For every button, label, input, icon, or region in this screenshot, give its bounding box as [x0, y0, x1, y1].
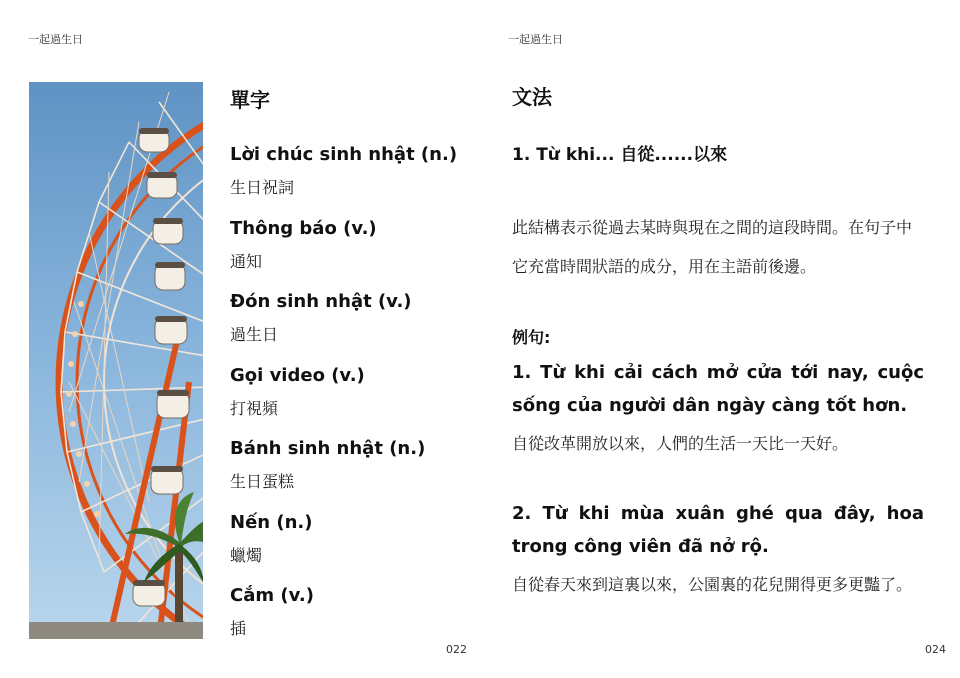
- example-2: [512, 497, 924, 605]
- running-header-left: 一起過生日: [28, 33, 83, 46]
- page-number-right: 024: [925, 643, 946, 656]
- vocab-term: Cắm (v.): [230, 585, 314, 606]
- vocab-meaning: 生日蛋糕: [230, 472, 295, 491]
- page-number-left: 022: [446, 643, 467, 656]
- examples-label: 例句:: [512, 328, 551, 347]
- vocab-meaning: 過生日: [230, 325, 279, 344]
- vocab-term: Bánh sinh nhật (n.): [230, 438, 426, 459]
- vocab-item: [230, 511, 470, 585]
- vocab-meaning: 通知: [230, 251, 263, 271]
- grammar-title: 文法: [512, 85, 552, 109]
- example-vietnamese: 1. Từ khi cải cách mở cửa tới nay, cuộc sống của người dân ngày càng tốt hơn.: [512, 362, 924, 416]
- ferris-wheel-photo: [29, 82, 203, 639]
- running-header-right: 一起過生日: [508, 33, 563, 46]
- grammar-description: 此結構表示從過去某時與現在之間的這段時間。在句子中它充當時間狀語的成分，用在主語前後邊。: [512, 218, 913, 276]
- vocab-item: [230, 217, 470, 291]
- example-chinese: 自從改革開放以來，人們的生活一天比一天好。: [512, 434, 849, 453]
- example-chinese: 自從春天來到這裏以來，公園裏的花兒開得更多更豔了。: [512, 575, 913, 594]
- vocab-term: Gọi video (v.): [230, 364, 365, 386]
- vocab-item: [230, 584, 470, 658]
- example-1: [512, 356, 924, 464]
- vocab-title: 單字: [230, 88, 270, 112]
- vocab-meaning: 插: [230, 619, 247, 638]
- vocab-meaning: 打視頻: [230, 398, 279, 418]
- vocab-item: [230, 437, 470, 511]
- vocab-term: Nến (n.): [230, 511, 313, 533]
- vocab-item: [230, 290, 470, 364]
- vocab-term: Lời chúc sinh nhật (n.): [230, 144, 458, 165]
- vocab-term: Thông báo (v.): [230, 217, 377, 239]
- vocab-term: Đón sinh nhật (v.): [230, 291, 412, 312]
- vocab-meaning: 生日祝詞: [230, 178, 295, 197]
- vocab-meaning: 蠟燭: [230, 545, 263, 565]
- vocab-item: [230, 143, 470, 217]
- vocab-item: [230, 364, 470, 438]
- grammar-point: 1. Từ khi... 自從......以來: [512, 145, 728, 165]
- ferris-wheel-icon: [29, 82, 203, 639]
- right-page: [480, 0, 960, 678]
- example-vietnamese: 2. Từ khi mùa xuân ghé qua đây, hoa trong công viên đã nở rộ.: [512, 503, 924, 557]
- vocab-list: [230, 143, 470, 658]
